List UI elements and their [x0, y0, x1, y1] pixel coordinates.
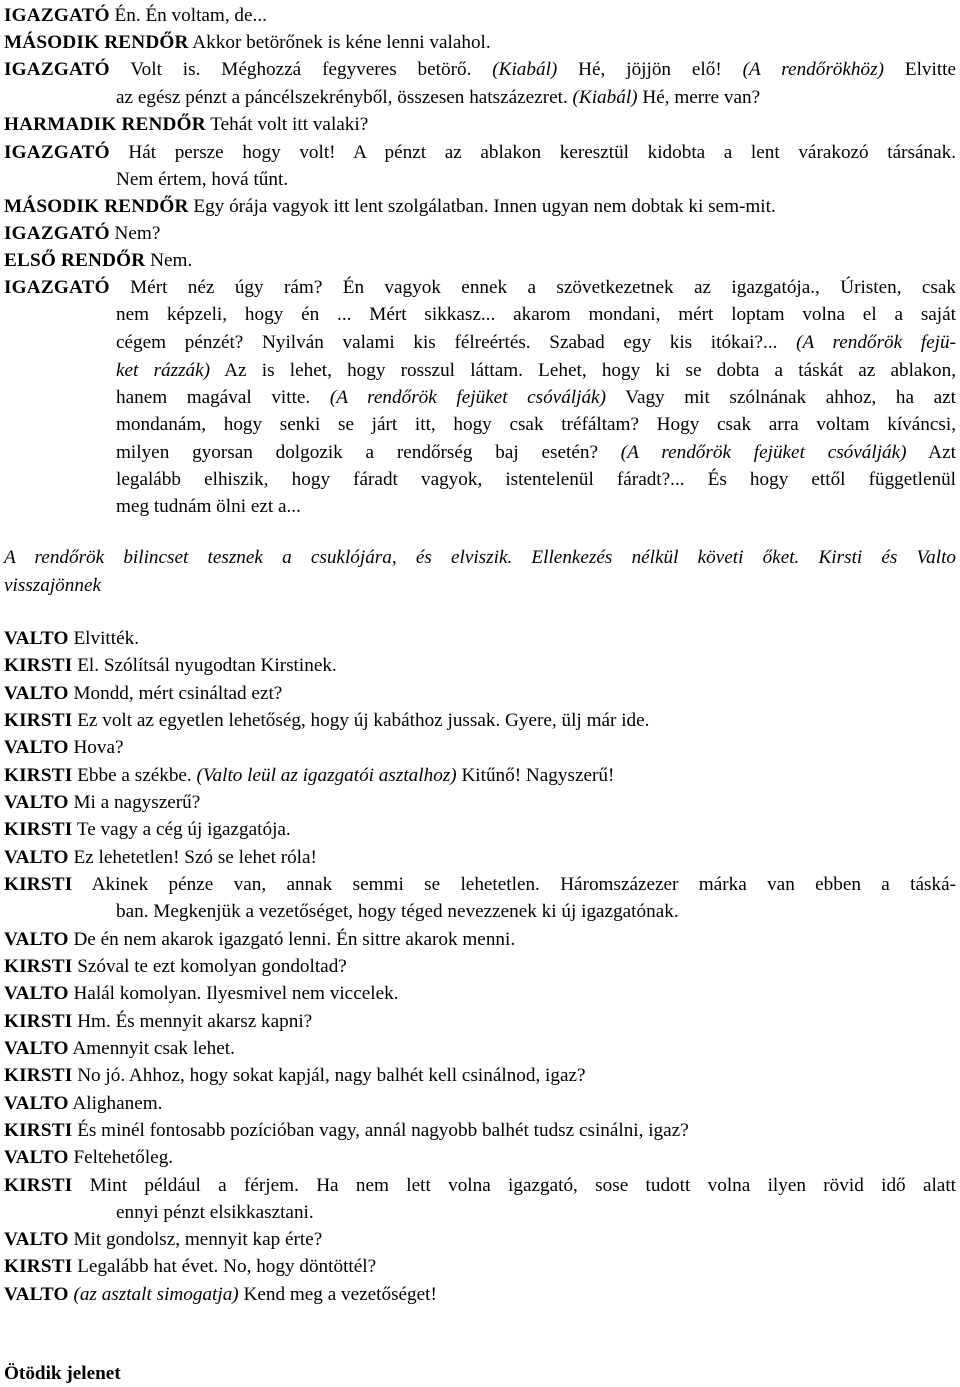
- dialogue-text: Akinek pénze van, annak semmi se lehetetlen. Háromszázezer márka van ebben a táská-: [72, 874, 956, 895]
- script-line: [4, 652, 956, 679]
- stage-direction: (A rendőrök fejüket csóválják): [329, 387, 606, 408]
- script-line: [116, 329, 956, 356]
- dialogue-text: Volt is. Méghozzá fegyveres betörő.: [109, 59, 493, 80]
- dialogue-text: Nem értem, hová tűnt.: [116, 169, 289, 190]
- dialogue-text: Azt: [906, 442, 956, 463]
- speaker-name: VALTO: [4, 983, 69, 1004]
- dialogue-text: Én. Én voltam, de...: [109, 5, 267, 26]
- script-line: [4, 1281, 956, 1308]
- scene-heading: Ötödik jelenet: [4, 1363, 121, 1384]
- dialogue-text: Legalább hat évet. No, hogy döntöttél?: [72, 1256, 377, 1277]
- dialogue-text: Mit gondolsz, mennyit kap érte?: [68, 1229, 323, 1250]
- dialogue-text: meg tudnám ölni ezt a...: [116, 496, 301, 517]
- dialogue-text: El. Szólítsál nyugodtan Kirstinek.: [72, 655, 337, 676]
- speaker-name: KIRSTI: [4, 1256, 73, 1277]
- stage-direction: (Kiabál): [572, 87, 638, 108]
- speaker-name: KIRSTI: [4, 1120, 73, 1141]
- dialogue-text: Nem?: [109, 223, 161, 244]
- script-line: [4, 816, 956, 843]
- speaker-name: KIRSTI: [4, 874, 73, 895]
- script-line: [4, 953, 956, 980]
- dialogue-text: Hm. És mennyit akarsz kapni?: [72, 1011, 313, 1032]
- dialogue-text: Az is lehet, hogy rosszul láttam. Lehet, hogy ki se dobta a táskát az ablakon,: [210, 360, 956, 381]
- script-line: [4, 844, 956, 871]
- script-line: [4, 1253, 956, 1280]
- speaker-name: VALTO: [4, 792, 69, 813]
- speaker-name: MÁSODIK RENDŐR: [4, 196, 189, 217]
- dialogue-text: De én nem akarok igazgató lenni. Én sittre akarok menni.: [68, 929, 516, 950]
- dialogue-text: Tehát volt itt valaki?: [205, 114, 369, 135]
- speaker-name: KIRSTI: [4, 1175, 73, 1196]
- dialogue-text: No jó. Ahhoz, hogy sokat kapjál, nagy balhét kell csinálnod, igaz?: [72, 1065, 586, 1086]
- script-line: [4, 1117, 956, 1144]
- script-line: [4, 1090, 956, 1117]
- dialogue-text: Alighanem.: [68, 1093, 163, 1114]
- dialogue-text: Elvitték.: [68, 628, 139, 649]
- speaker-name: VALTO: [4, 1093, 69, 1114]
- script-line: [116, 493, 956, 520]
- dialogue-text: Akkor betörőnek is kéne lenni valahol.: [188, 32, 491, 53]
- script-line: [4, 274, 956, 301]
- speaker-name: MÁSODIK RENDŐR: [4, 32, 189, 53]
- script-line: [116, 357, 956, 384]
- dialogue-text: Ez volt az egyetlen lehetőség, hogy új kabáthoz jussak. Gyere, ülj már ide.: [72, 710, 650, 731]
- dialogue-text: Feltehetőleg.: [68, 1147, 174, 1168]
- dialogue-text: Mondd, mért csináltad ezt?: [68, 683, 283, 704]
- script-line: [4, 762, 956, 789]
- dialogue-text: Mért néz úgy rám? Én vagyok ennek a szövetkezetnek az igazgatója., Úristen, csak: [109, 277, 956, 298]
- speaker-name: KIRSTI: [4, 710, 73, 731]
- dialogue-text: hanem magával vitte.: [116, 387, 330, 408]
- dialogue-text: Elvitte: [883, 59, 957, 80]
- script-line: [4, 1172, 956, 1199]
- dialogue-text: Te vagy a cég új igazgatója.: [72, 819, 291, 840]
- dialogue-text: És minél fontosabb pozícióban vagy, annál nagyobb balhét tudsz csinálni, igaz?: [72, 1120, 689, 1141]
- speaker-name: IGAZGATÓ: [4, 142, 110, 163]
- dialogue-text: Hát persze hogy volt! A pénzt az ablakon keresztül kidobta a lent várakozó társának.: [109, 142, 956, 163]
- dialogue-text: Ebbe a székbe.: [72, 765, 197, 786]
- speaker-name: KIRSTI: [4, 819, 73, 840]
- script-line: [4, 29, 956, 56]
- speaker-name: KIRSTI: [4, 765, 73, 786]
- dialogue-text: Egy órája vagyok itt lent szolgálatban. Innen ugyan nem dobtak ki sem-mit.: [188, 196, 776, 217]
- stage-direction: (A rendőrökhöz): [742, 59, 884, 80]
- speaker-name: IGAZGATÓ: [4, 5, 110, 26]
- dialogue-text: nem képzeli, hogy én ... Mért sikkasz... akarom mondani, mért loptam volna el a saját: [116, 304, 956, 325]
- script-line: [4, 544, 956, 571]
- speaker-name: VALTO: [4, 1284, 69, 1305]
- script-line: [116, 384, 956, 411]
- script-line: [4, 111, 956, 138]
- script-line: [4, 56, 956, 83]
- speaker-name: VALTO: [4, 929, 69, 950]
- script-line: [4, 193, 956, 220]
- dialogue-text: Amennyit csak lehet.: [68, 1038, 235, 1059]
- dialogue-text: Hé, jöjjön elő!: [557, 59, 743, 80]
- speaker-name: KIRSTI: [4, 956, 73, 977]
- speaker-name: VALTO: [4, 1038, 69, 1059]
- speaker-name: VALTO: [4, 1229, 69, 1250]
- dialogue-text: Kitűnő! Nagyszerű!: [456, 765, 615, 786]
- script-line: [4, 2, 956, 29]
- dialogue-text: Mint például a férjem. Ha nem lett volna igazgató, sose tudott volna ilyen rövid idő alatt: [72, 1175, 956, 1196]
- speaker-name: VALTO: [4, 737, 69, 758]
- dialogue-text: milyen gyorsan dolgozik a rendőrség baj esetén?: [116, 442, 621, 463]
- script-line: [116, 439, 956, 466]
- dialogue-text: Ez lehetetlen! Szó se lehet róla!: [68, 847, 317, 868]
- script-line: [116, 411, 956, 438]
- script-line: [4, 871, 956, 898]
- speaker-name: VALTO: [4, 847, 69, 868]
- dialogue-text: Hé, merre van?: [637, 87, 761, 108]
- dialogue-text: ban. Megkenjük a vezetőséget, hogy téged nevezzenek ki új igazgatónak.: [116, 901, 679, 922]
- speaker-name: IGAZGATÓ: [4, 277, 110, 298]
- script-line: [116, 301, 956, 328]
- dialogue-text: az egész pénzt a páncélszekrényből, összesen hatszázezret.: [116, 87, 573, 108]
- speaker-name: KIRSTI: [4, 1011, 73, 1032]
- stage-direction: ket rázzák): [116, 360, 211, 381]
- stage-direction: A rendőrök bilincset tesznek a csuklójára, és elviszik. Ellenkezés nélkül követi őket. Kirsti és Valto: [4, 547, 956, 568]
- stage-direction: (Kiabál): [492, 59, 558, 80]
- dialogue-text: legalább elhiszik, hogy fáradt vagyok, istentelenül fáradt?... És hogy ettől függetlenül: [116, 469, 956, 490]
- speaker-name: ELSŐ RENDŐR: [4, 250, 146, 271]
- dialogue-text: Halál komolyan. Ilyesmivel nem viccelek.: [68, 983, 399, 1004]
- dialogue-text: cégem pénzét? Nyilván valami kis félreértés. Szabad egy kis itókai?...: [116, 332, 797, 353]
- script-line: [4, 625, 956, 652]
- script-line: [4, 734, 956, 761]
- script-line: [4, 572, 956, 599]
- script-line: [116, 1199, 956, 1226]
- script-line: [116, 898, 956, 925]
- script-line: [116, 84, 956, 111]
- script-line: [4, 1226, 956, 1253]
- script-line: [4, 926, 956, 953]
- speaker-name: VALTO: [4, 683, 69, 704]
- stage-direction: (az asztalt simogatja): [73, 1284, 239, 1305]
- stage-direction: visszajönnek: [4, 575, 101, 596]
- dialogue-text: Vagy mit szólnának ahhoz, ha azt: [605, 387, 956, 408]
- script-line: [4, 220, 956, 247]
- script-line: [4, 1035, 956, 1062]
- stage-direction: (Valto leül az igazgatói asztalhoz): [196, 765, 457, 786]
- dialogue-text: Nem.: [145, 250, 193, 271]
- script-line: [4, 1008, 956, 1035]
- speaker-name: HARMADIK RENDŐR: [4, 114, 206, 135]
- speaker-name: IGAZGATÓ: [4, 59, 110, 80]
- speaker-name: KIRSTI: [4, 1065, 73, 1086]
- speaker-name: KIRSTI: [4, 655, 73, 676]
- script-line: [4, 247, 956, 274]
- script-line: [4, 707, 956, 734]
- script-line: [4, 980, 956, 1007]
- script-line: [4, 1144, 956, 1171]
- script-line: [4, 789, 956, 816]
- script-line: [4, 139, 956, 166]
- speaker-name: VALTO: [4, 628, 69, 649]
- script-line: [116, 466, 956, 493]
- speaker-name: IGAZGATÓ: [4, 223, 110, 244]
- dialogue-text: ennyi pénzt elsikkasztani.: [116, 1202, 314, 1223]
- stage-direction: (A rendőrök fejüket csóválják): [620, 442, 907, 463]
- speaker-name: VALTO: [4, 1147, 69, 1168]
- dialogue-text: Mi a nagyszerű?: [68, 792, 201, 813]
- script-line: [4, 680, 956, 707]
- script-line: [116, 166, 956, 193]
- dialogue-text: Kend meg a vezetőséget!: [238, 1284, 437, 1305]
- script-line: [4, 1062, 956, 1089]
- dialogue-text: Szóval te ezt komolyan gondoltad?: [72, 956, 347, 977]
- dialogue-text: Hova?: [68, 737, 124, 758]
- stage-direction: (A rendőrök fejü-: [796, 332, 956, 353]
- dialogue-text: mondanám, hogy senki se járt itt, hogy csak tréfáltam? Hogy csak arra voltam kíváncsi,: [116, 414, 956, 435]
